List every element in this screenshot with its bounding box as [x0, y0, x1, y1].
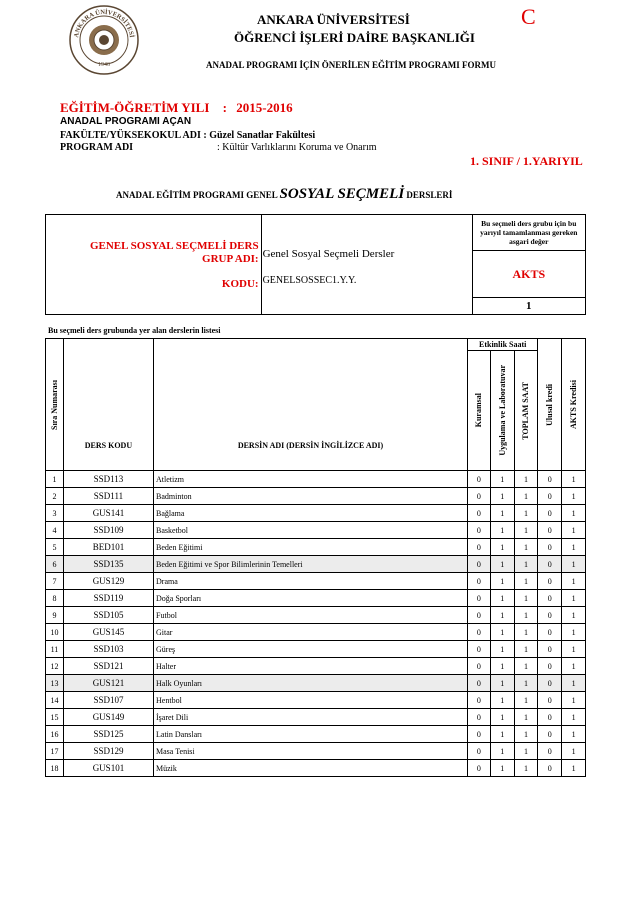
row-number: 12 [46, 658, 64, 675]
practice-hours: 1 [490, 726, 514, 743]
akts-credit: 1 [562, 471, 586, 488]
practice-hours: 1 [490, 658, 514, 675]
theory-hours: 0 [468, 573, 491, 590]
theory-hours: 0 [468, 556, 491, 573]
theory-hours: 0 [468, 607, 491, 624]
akts-credit: 1 [562, 505, 586, 522]
theory-hours: 0 [468, 641, 491, 658]
table-row [46, 709, 586, 726]
table-row [46, 658, 586, 675]
practice-hours: 1 [490, 539, 514, 556]
group-label-line1: GENEL SOSYAL SEÇMELİ DERS [89, 239, 259, 252]
total-hours: 1 [514, 726, 538, 743]
akts-credit: 1 [562, 607, 586, 624]
row-number: 1 [46, 471, 64, 488]
national-credit: 0 [538, 607, 562, 624]
course-code: SSD113 [63, 471, 153, 488]
row-number: 6 [46, 556, 64, 573]
total-hours: 1 [514, 471, 538, 488]
theory-hours: 0 [468, 692, 491, 709]
table-row [46, 624, 586, 641]
akts-credit: 1 [562, 488, 586, 505]
year-value: 2015-2016 [236, 100, 293, 115]
akts-credit: 1 [562, 556, 586, 573]
class-term: 1. SINIF / 1.YARIYIL [470, 154, 583, 168]
year-separator: : [222, 100, 227, 115]
heading-suffix: DERSLERİ [406, 190, 453, 200]
practice-hours: 1 [490, 590, 514, 607]
row-number: 10 [46, 624, 64, 641]
table-row [46, 726, 586, 743]
faculty-value: : Güzel Sanatlar Fakültesi [203, 130, 316, 141]
national-credit: 0 [538, 709, 562, 726]
total-hours: 1 [514, 556, 538, 573]
total-hours: 1 [514, 692, 538, 709]
requirement-note: Bu seçmeli ders grubu için bu yarıyıl tamamlanması gereken asgari değer [472, 215, 585, 251]
row-number: 3 [46, 505, 64, 522]
header-total: TOPLAM SAAT [514, 351, 538, 471]
total-hours: 1 [514, 488, 538, 505]
table-row [46, 505, 586, 522]
row-number: 13 [46, 675, 64, 692]
course-name: Basketbol [154, 522, 468, 539]
row-number: 9 [46, 607, 64, 624]
table-row [46, 539, 586, 556]
course-name: Drama [154, 573, 468, 590]
national-credit: 0 [538, 760, 562, 777]
course-code: SSD135 [63, 556, 153, 573]
office-name: ÖĞRENCİ İŞLERİ DAİRE BAŞKANLIĞI [234, 30, 475, 45]
header-code: DERS KODU [63, 339, 153, 471]
table-row [46, 556, 586, 573]
university-logo [68, 4, 140, 76]
table-row [46, 743, 586, 760]
practice-hours: 1 [490, 624, 514, 641]
row-number: 4 [46, 522, 64, 539]
header-national: Ulusal kredi [538, 339, 562, 471]
national-credit: 0 [538, 471, 562, 488]
national-credit: 0 [538, 692, 562, 709]
akts-label: AKTS [472, 251, 585, 297]
practice-hours: 1 [490, 573, 514, 590]
course-rows [46, 471, 586, 777]
course-name: Doğa Sporları [154, 590, 468, 607]
header-seq: Sıra Numarası [46, 339, 64, 471]
list-caption: Bu seçmeli ders grubunda yer alan derslerin listesi [48, 326, 221, 335]
course-name: Badminton [154, 488, 468, 505]
akts-credit: 1 [562, 539, 586, 556]
national-credit: 0 [538, 590, 562, 607]
theory-hours: 0 [468, 471, 491, 488]
row-number: 17 [46, 743, 64, 760]
faculty-line [60, 130, 315, 141]
table-row [46, 488, 586, 505]
theory-hours: 0 [468, 539, 491, 556]
heading-emphasis: SOSYAL SEÇMELİ [279, 186, 405, 202]
total-hours: 1 [514, 607, 538, 624]
national-credit: 0 [538, 641, 562, 658]
total-hours: 1 [514, 675, 538, 692]
akts-credit: 1 [562, 760, 586, 777]
national-credit: 0 [538, 573, 562, 590]
akts-credit: 1 [562, 522, 586, 539]
practice-hours: 1 [490, 760, 514, 777]
akts-credit: 1 [562, 709, 586, 726]
row-number: 8 [46, 590, 64, 607]
akts-credit: 1 [562, 675, 586, 692]
group-value-cell [261, 215, 472, 315]
national-credit: 0 [538, 624, 562, 641]
corner-letter: C [521, 4, 536, 29]
total-hours: 1 [514, 760, 538, 777]
row-number: 16 [46, 726, 64, 743]
table-row [46, 573, 586, 590]
course-name: Beden Eğitimi ve Spor Bilimlerinin Temelleri [154, 556, 468, 573]
akts-credit: 1 [562, 692, 586, 709]
total-hours: 1 [514, 624, 538, 641]
row-number: 15 [46, 709, 64, 726]
national-credit: 0 [538, 743, 562, 760]
course-name: Halter [154, 658, 468, 675]
course-code: GUS121 [63, 675, 153, 692]
course-name: Güreş [154, 641, 468, 658]
akts-credit: 1 [562, 624, 586, 641]
national-credit: 0 [538, 522, 562, 539]
row-number: 14 [46, 692, 64, 709]
course-name: Hentbol [154, 692, 468, 709]
course-code: GUS129 [63, 573, 153, 590]
course-code: SSD105 [63, 607, 153, 624]
total-hours: 1 [514, 658, 538, 675]
program-opener: ANADAL PROGRAMI AÇAN [60, 116, 192, 127]
course-code: GUS141 [63, 505, 153, 522]
table-row [46, 675, 586, 692]
theory-hours: 0 [468, 522, 491, 539]
table-row [46, 641, 586, 658]
national-credit: 0 [538, 539, 562, 556]
course-name: Müzik [154, 760, 468, 777]
course-name: Gitar [154, 624, 468, 641]
heading-prefix: ANADAL EĞİTİM PROGRAMI GENEL [116, 190, 278, 200]
header-akts: AKTS Kredisi [562, 339, 586, 471]
course-code: SSD107 [63, 692, 153, 709]
course-name: Halk Oyunları [154, 675, 468, 692]
course-name: Atletizm [154, 471, 468, 488]
practice-hours: 1 [490, 556, 514, 573]
national-credit: 0 [538, 675, 562, 692]
course-code: SSD125 [63, 726, 153, 743]
total-hours: 1 [514, 539, 538, 556]
course-name: Masa Tenisi [154, 743, 468, 760]
academic-year-line [60, 100, 293, 116]
total-hours: 1 [514, 590, 538, 607]
row-number: 2 [46, 488, 64, 505]
university-name: ANKARA ÜNİVERSİTESİ [257, 12, 410, 27]
practice-hours: 1 [490, 522, 514, 539]
header-activity: Etkinlik Saati [468, 339, 538, 351]
theory-hours: 0 [468, 743, 491, 760]
course-code: SSD109 [63, 522, 153, 539]
theory-hours: 0 [468, 590, 491, 607]
course-code: SSD111 [63, 488, 153, 505]
course-code: GUS101 [63, 760, 153, 777]
akts-value: 1 [472, 297, 585, 314]
header-name: DERSİN ADI (DERSİN İNGİLİZCE ADI) [154, 339, 468, 471]
theory-hours: 0 [468, 505, 491, 522]
akts-credit: 1 [562, 743, 586, 760]
practice-hours: 1 [490, 607, 514, 624]
course-name: İşaret Dili [154, 709, 468, 726]
table-row [46, 692, 586, 709]
practice-hours: 1 [490, 709, 514, 726]
total-hours: 1 [514, 573, 538, 590]
practice-hours: 1 [490, 641, 514, 658]
akts-credit: 1 [562, 590, 586, 607]
program-label: PROGRAM ADI [60, 142, 134, 153]
total-hours: 1 [514, 709, 538, 726]
theory-hours: 0 [468, 760, 491, 777]
total-hours: 1 [514, 743, 538, 760]
table-row [46, 590, 586, 607]
row-number: 11 [46, 641, 64, 658]
total-hours: 1 [514, 505, 538, 522]
akts-credit: 1 [562, 726, 586, 743]
course-code: BED101 [63, 539, 153, 556]
theory-hours: 0 [468, 624, 491, 641]
national-credit: 0 [538, 556, 562, 573]
course-name: Beden Eğitimi [154, 539, 468, 556]
akts-credit: 1 [562, 641, 586, 658]
course-list-table [45, 338, 586, 777]
national-credit: 0 [538, 505, 562, 522]
practice-hours: 1 [490, 488, 514, 505]
practice-hours: 1 [490, 471, 514, 488]
course-code: SSD119 [63, 590, 153, 607]
logo-text: ANKARA ÜNİVERSİTESİ [73, 8, 135, 39]
national-credit: 0 [538, 726, 562, 743]
akts-credit: 1 [562, 573, 586, 590]
course-name: Latin Dansları [154, 726, 468, 743]
course-code: SSD103 [63, 641, 153, 658]
year-label: EĞİTİM-ÖĞRETİM YILI [60, 100, 210, 115]
program-value: : Kültür Varlıklarını Koruma ve Onarım [217, 142, 377, 153]
course-name: Bağlama [154, 505, 468, 522]
section-heading [116, 186, 452, 203]
header-theory: Kuramsal [468, 351, 491, 471]
group-label-line2: GRUP ADI: [202, 252, 259, 265]
course-code: SSD129 [63, 743, 153, 760]
total-hours: 1 [514, 522, 538, 539]
theory-hours: 0 [468, 726, 491, 743]
total-hours: 1 [514, 641, 538, 658]
row-number: 18 [46, 760, 64, 777]
form-title: ANADAL PROGRAMI İÇİN ÖNERİLEN EĞİTİM PROGRAMI FORMU [206, 60, 497, 70]
theory-hours: 0 [468, 658, 491, 675]
national-credit: 0 [538, 488, 562, 505]
table-row [46, 607, 586, 624]
theory-hours: 0 [468, 709, 491, 726]
group-label-cell [46, 215, 262, 315]
theory-hours: 0 [468, 675, 491, 692]
practice-hours: 1 [490, 675, 514, 692]
course-code: GUS145 [63, 624, 153, 641]
table-row [46, 471, 586, 488]
group-info-table [45, 214, 586, 315]
group-name: Genel Sosyal Seçmeli Dersler [262, 247, 395, 260]
theory-hours: 0 [468, 488, 491, 505]
course-code: SSD121 [63, 658, 153, 675]
table-row [46, 522, 586, 539]
code-label: KODU: [221, 277, 259, 290]
course-name: Futbol [154, 607, 468, 624]
program-line [60, 142, 377, 153]
practice-hours: 1 [490, 505, 514, 522]
row-number: 7 [46, 573, 64, 590]
national-credit: 0 [538, 658, 562, 675]
row-number: 5 [46, 539, 64, 556]
practice-hours: 1 [490, 743, 514, 760]
practice-hours: 1 [490, 692, 514, 709]
table-row [46, 760, 586, 777]
header-practice: Uygulama ve Laboratuvar [490, 351, 514, 471]
course-code: GUS149 [63, 709, 153, 726]
akts-credit: 1 [562, 658, 586, 675]
faculty-label: FAKÜLTE/YÜKSEKOKUL ADI [60, 130, 201, 141]
group-code: GENELSOSSEC1.Y.Y. [262, 274, 357, 286]
logo-year: 1946 [98, 62, 110, 68]
